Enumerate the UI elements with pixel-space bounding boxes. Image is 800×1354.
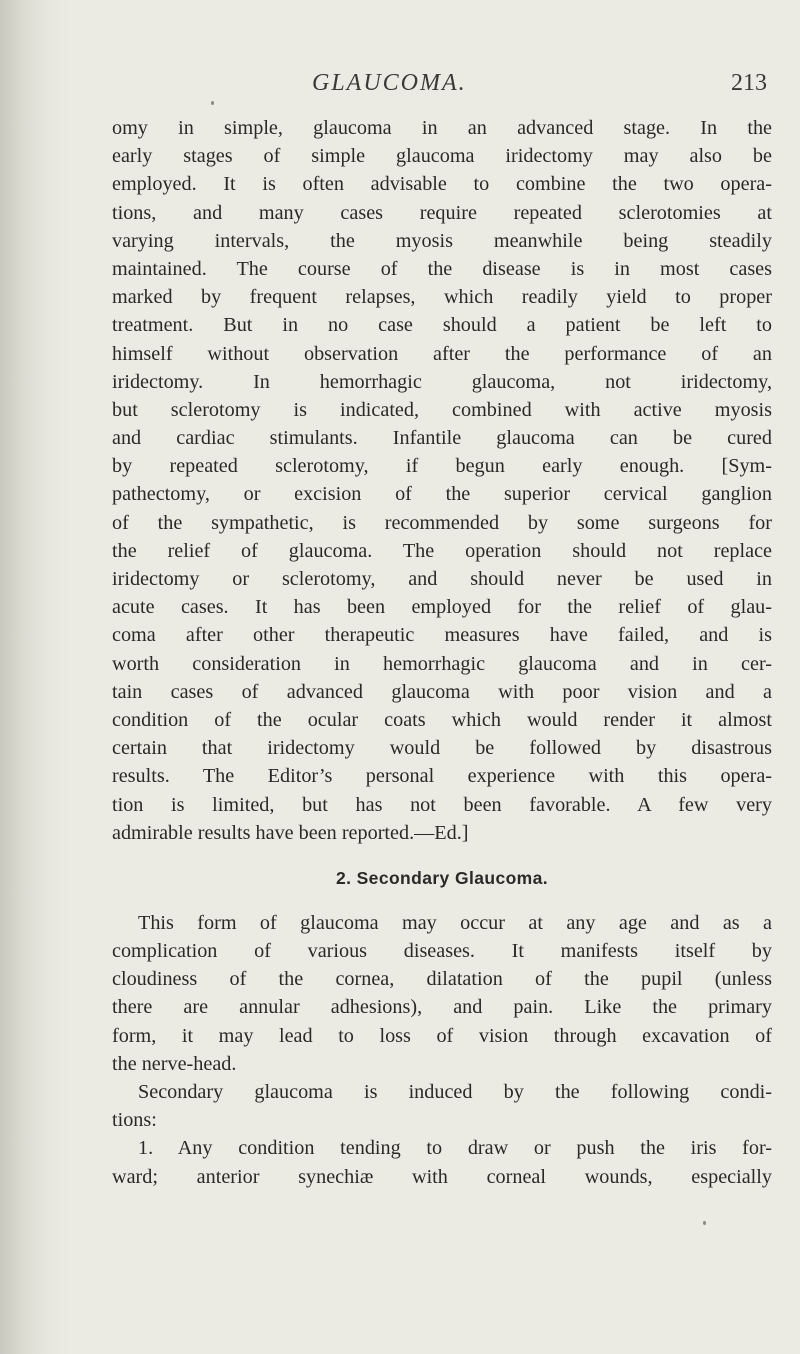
text-line: there are annular adhesions), and pain. Like the primary <box>112 996 772 1019</box>
paper-speck <box>703 1221 706 1225</box>
page-number: 213 <box>731 70 767 96</box>
section-heading: 2. Secondary Glaucoma. <box>335 867 549 888</box>
paper-speck <box>211 101 214 105</box>
text-line: This form of glaucoma may occur at any age and as a <box>138 911 772 934</box>
paragraph-4 <box>112 1134 772 1190</box>
text-line: form, it may lead to loss of vision through excavation of <box>112 1024 772 1047</box>
text-line: treatment. But in no case should a patient be left to <box>112 314 772 337</box>
paragraph-3 <box>112 1078 772 1134</box>
text-line: tions: <box>112 1109 157 1132</box>
text-line: ward; anterior synechiæ with corneal wounds, especially <box>112 1165 772 1188</box>
text-line: employed. It is often advisable to combine the two opera- <box>112 173 772 196</box>
text-line: certain that iridectomy would be followed by disastrous <box>112 737 772 760</box>
text-line: the nerve-head. <box>112 1052 237 1075</box>
text-line: the relief of glaucoma. The operation should not replace <box>112 539 772 562</box>
text-line: iridectomy or sclerotomy, and should never be used in <box>112 568 772 590</box>
text-line: condition of the ocular coats which would render it almost <box>112 708 772 731</box>
text-line: tion is limited, but has not been favorable. A few very <box>112 793 772 816</box>
paragraph-1 <box>112 114 772 847</box>
text-line: worth consideration in hemorrhagic glaucoma and in cer- <box>112 652 772 675</box>
text-line: omy in simple, glaucoma in an advanced stage. In the <box>112 117 772 139</box>
text-line: coma after other therapeutic measures have failed, and is <box>112 624 772 647</box>
text-line: maintained. The course of the disease is in most cases <box>112 257 772 280</box>
text-line: Secondary glaucoma is induced by the following condi- <box>138 1081 772 1103</box>
text-line: 1. Any condition tending to draw or push the iris for- <box>138 1137 772 1160</box>
text-line: himself without observation after the performance of an <box>112 342 772 365</box>
text-line: but sclerotomy is indicated, combined with active myosis <box>112 398 772 421</box>
text-line: early stages of simple glaucoma iridectomy may also be <box>112 145 772 168</box>
text-line: tions, and many cases require repeated sclerotomies at <box>112 201 772 224</box>
running-head: GLAUCOMA. <box>312 70 467 96</box>
text-line: iridectomy. In hemorrhagic glaucoma, not iridectomy, <box>112 370 772 393</box>
text-line: marked by frequent relapses, which readily yield to proper <box>112 286 772 309</box>
body-text <box>112 114 772 1191</box>
text-line: results. The Editor’s personal experience with this opera- <box>112 765 772 788</box>
text-line: admirable results have been reported.—Ed.] <box>112 821 469 844</box>
paragraph-2 <box>112 909 772 1078</box>
text-line: tain cases of advanced glaucoma with poor vision and a <box>112 680 772 703</box>
text-line: varying intervals, the myosis meanwhile being steadily <box>112 229 772 252</box>
text-line: pathectomy, or excision of the superior cervical ganglion <box>112 483 772 506</box>
text-line: of the sympathetic, is recommended by some surgeons for <box>112 511 772 534</box>
text-line: by repeated sclerotomy, if begun early enough. [Sym- <box>112 455 772 478</box>
page-gutter-shadow <box>0 0 70 1354</box>
text-line: and cardiac stimulants. Infantile glaucoma can be cured <box>112 427 772 450</box>
text-line: complication of various diseases. It manifests itself by <box>112 940 772 963</box>
text-line: acute cases. It has been employed for the relief of glau- <box>112 596 772 619</box>
text-line: cloudiness of the cornea, dilatation of the pupil (unless <box>112 968 772 991</box>
